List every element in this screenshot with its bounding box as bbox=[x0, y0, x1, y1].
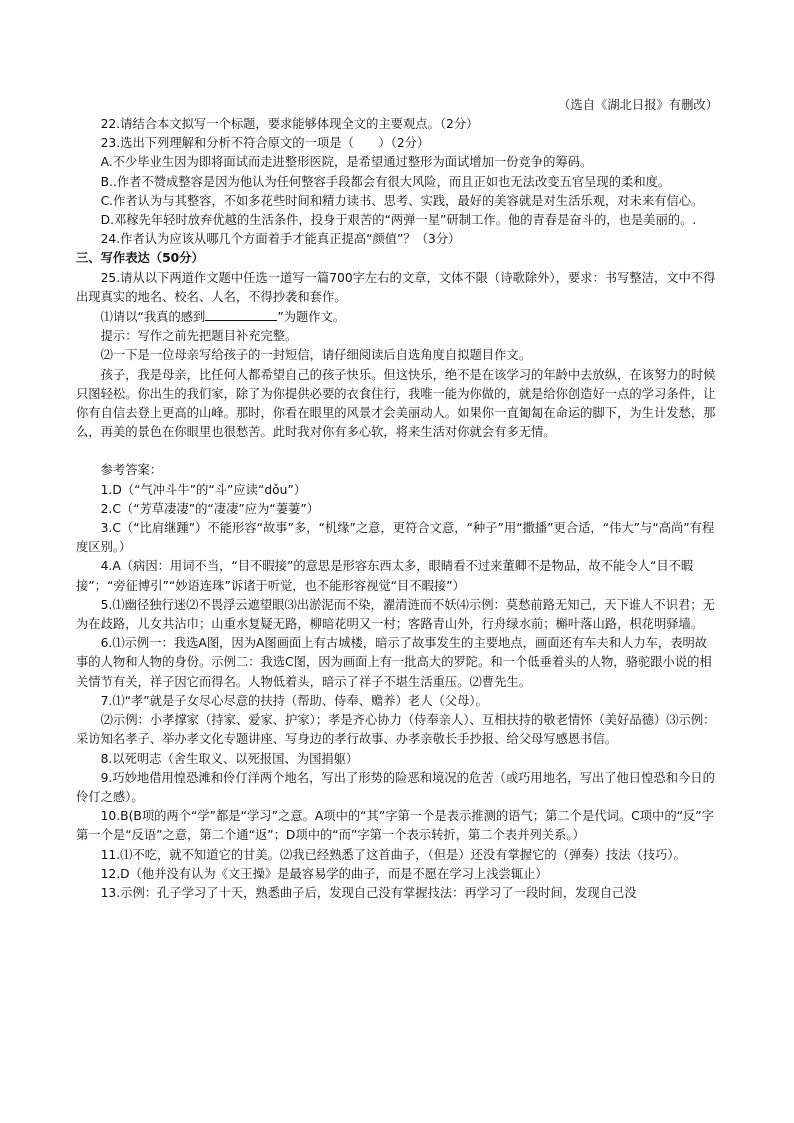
writing-hint: 提示：写作之前先把题目补充完整。 bbox=[100, 329, 298, 344]
spacer bbox=[76, 442, 718, 461]
answer-6: 6.⑴示例一：我选A图，因为A图画面上有古城楼，暗示了故事发生的主要地点，画面还有车夫和人力车，表明故事的人物和人物的身份。示例二：我选C图，因为画面上有一批高大的罗陀。和一个低垂着头的人物，骆驼跟小说的相关情节有关，祥子因它而得名。人物低着头，暗示了祥子不堪生活重压。⑵曹先生。 bbox=[76, 636, 712, 689]
section-heading-writing: 三、写作表达（50分） bbox=[76, 251, 204, 266]
answer-7-part-2: ⑵示例：小孝撑家（持家、爱家、护家）；孝是齐心协力（侍奉亲人）、互相扶持的敬老情怀（美好品德）⑶示例：采访知名孝子、举办孝文化专题讲座、写身边的孝行故事、办孝亲敬长手抄报、给父母写感恩书信。 bbox=[76, 713, 716, 747]
answer-9: 9.巧妙地借用惶恐滩和伶仃洋两个地名，写出了形势的险恶和境况的危苦（或巧用地名，写出了他日惶恐和今日的伶仃之感）。 bbox=[76, 770, 715, 804]
document-body bbox=[76, 115, 718, 903]
question-24: 24.作者认为应该从哪几个方面着手才能真正提高“颜值”？（3分） bbox=[100, 232, 461, 247]
option-a: A.不少毕业生因为即将面试而走进整形医院，是希望通过整形为面试增加一份竞争的筹码。 bbox=[100, 155, 593, 170]
topic-1-before: ⑴请以“我真的感到 bbox=[100, 310, 206, 325]
topic-1-after: ”为题作文。 bbox=[277, 310, 346, 325]
answer-13: 13.示例：孔子学习了十天，熟悉曲子后，发现自己没有掌握技法：再学习了一段时间，发现自己没 bbox=[100, 885, 637, 900]
answer-1: 1.D（“气冲斗牛”的“斗”应读“dǒu”） bbox=[100, 482, 307, 497]
answer-10: 10.B(B项的两个“学”都是“学习”之意。A项中的“其”字第一个是表示推测的语气；第二个是代词。C项中的“反”字第一个是“反语”之意，第二个通“返”；D项中的“而”字第一个表示转折，第二个表并列关系。） bbox=[76, 809, 714, 843]
answer-4: 4.A（病因：用词不当，“目不暇接”的意思是形容东西太多，眼睛看不过来董卿不是物品，故不能令人“目不暇接”；“旁征博引”“妙语连珠”诉诸于听觉，也不能形容视觉“目不暇接”） bbox=[76, 559, 694, 593]
answer-12: 12.D（他并没有认为《文王操》是最容易学的曲子，而是不愿在学习上浅尝辄止） bbox=[100, 866, 548, 881]
answer-5: 5.⑴幽径独行迷⑵不畏浮云遮望眼⑶出淤泥而不染，濯清涟而不妖⑷示例：莫愁前路无知己，天下谁人不识君；无为在歧路，儿女共沾巾；山重水复疑无路，柳暗花明又一村；客路青山外，行舟绿水前；槲叶落山路，枳花明驿墙。 bbox=[76, 597, 715, 632]
answer-8: 8.以死明志（舍生取义、以死报国、为国捐躯） bbox=[100, 751, 359, 766]
answers-heading: 参考答案： bbox=[100, 463, 163, 478]
option-d: D.邓稼先年轻时放弃优越的生活条件，投身于艰苦的“两弹一星”研制工作。他的青春是奋斗的，也是美丽的。. bbox=[100, 213, 697, 228]
essay-topic-1 bbox=[76, 307, 718, 327]
answer-2: 2.C（“芳草凄凄”的“凄凄”应为“萋萋”） bbox=[100, 501, 319, 516]
option-b: B..作者不赞成整容是因为他认为任何整容手段都会有很大风险，而且正如也无法改变五官呈现的柔和度。 bbox=[100, 174, 671, 189]
answer-3: 3.C（“比肩继踵”）不能形容“故事”多，“机缘”之意，更符合文意，“种子”用“撒播”更合适，“伟大”与“高尚”有程度区别。） bbox=[76, 521, 715, 555]
source-note: （选自《湖北日报》有删改） bbox=[558, 98, 718, 112]
fill-blank bbox=[205, 307, 277, 321]
question-23: 23.选出下列理解和分析不符合原文的一项是（ ）（2分） bbox=[100, 136, 430, 151]
question-22: 22.请结合本文拟写一个标题，要求能够体现全文的主要观点。（2分） bbox=[100, 117, 479, 131]
answer-11: 11.⑴不吃，就不知道它的甘美。⑵我已经熟悉了这首曲子，（但是）还没有掌握它的（弹奏）技法（技巧）。 bbox=[100, 847, 686, 862]
question-25: 25.请从以下两道作文题中任选一道写一篇700字左右的文章，文体不限（诗歌除外），要求：书写整洁，文中不得出现真实的地名、校名、人名，不得抄袭和套作。 bbox=[76, 270, 716, 304]
answer-7: 7.⑴“孝”就是子女尽心尽意的扶持（帮助、侍奉、赡养）老人（父母）。 bbox=[100, 693, 488, 708]
essay-topic-2: ⑵一下是一位母亲写给孩子的一封短信，请仔细阅读后自选角度自拟题目作文。 bbox=[100, 348, 531, 363]
mother-letter: 孩子，我是母亲，比任何人都希望自己的孩子快乐。但这快乐，绝不是在该学习的年龄中去放纵，在该努力的时候只图轻松。你出生的我们家，除了为你提供必要的衣食住行，我唯一能为你做的，就是给你创造好一点的学习条件，让你有自信去登上更高的山峰。那时，你看在眼里的风景才会美丽动人。如果你一直匍匐在命运的脚下，为生计发愁，那么，再美的景色在你眼里也很愁苦。此时我对你有多心软，将来生活对你就会有多无情。 bbox=[76, 367, 716, 440]
option-c: C.作者认为与其整容，不如多花些时间和精力读书、思考、实践，最好的美容就是对生活乐观，对未来有信心。 bbox=[100, 193, 704, 208]
